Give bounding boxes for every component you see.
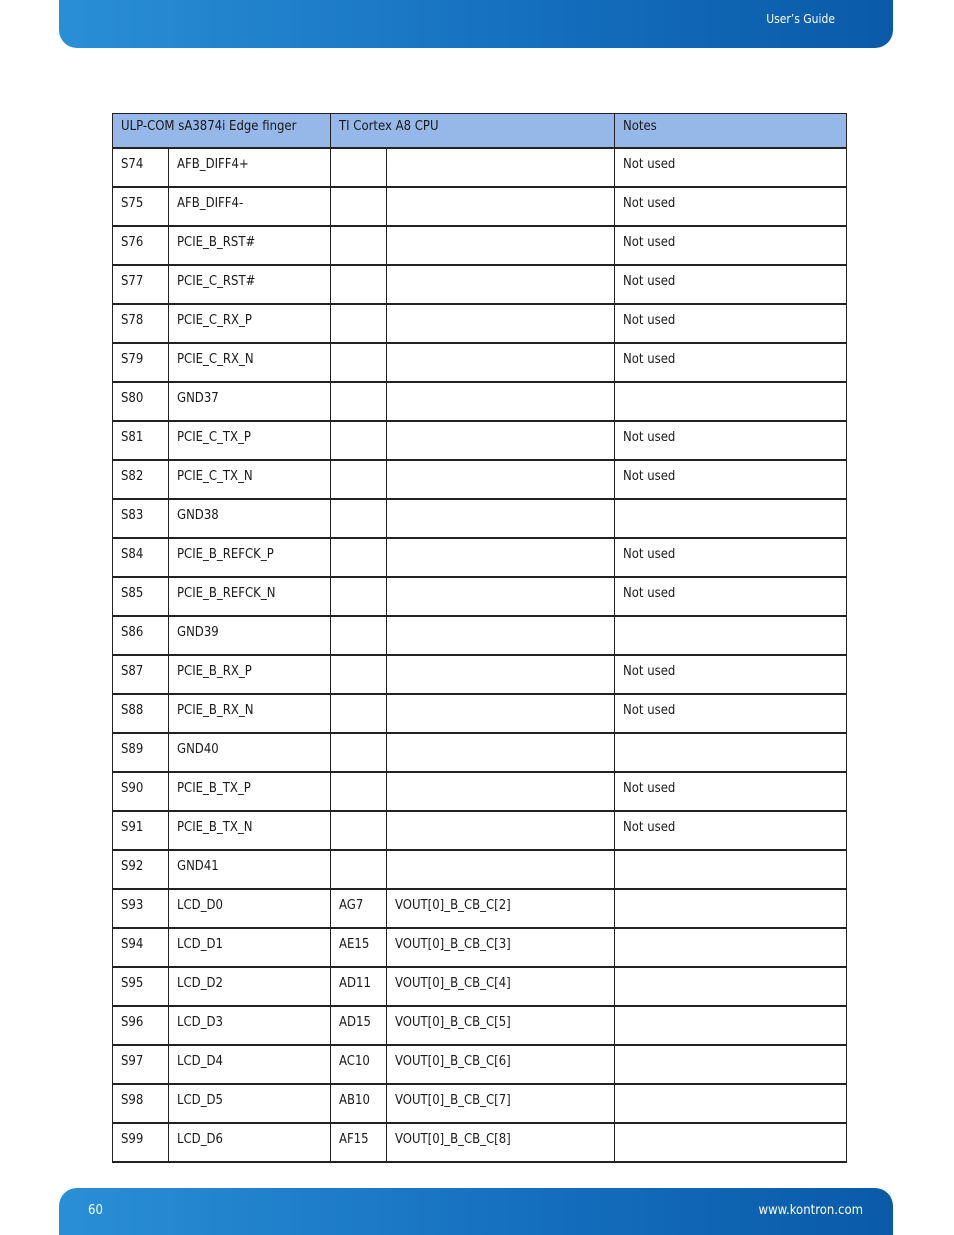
cell-cpu-signal: VOUT[0]_B_CB_C[8] xyxy=(387,1123,615,1162)
cell-notes: Not used xyxy=(615,148,847,187)
table-row xyxy=(113,772,847,811)
cell-cpu-signal xyxy=(387,772,615,811)
cell-signal: GND41 xyxy=(169,850,331,889)
cell-signal: PCIE_B_RX_N xyxy=(169,694,331,733)
cell-ball xyxy=(331,265,387,304)
cell-signal: PCIE_B_RST# xyxy=(169,226,331,265)
table-row xyxy=(113,616,847,655)
table-row xyxy=(113,577,847,616)
cell-ball: AG7 xyxy=(331,889,387,928)
cell-ball: AC10 xyxy=(331,1045,387,1084)
cell-pin: S76 xyxy=(113,226,169,265)
cell-cpu-signal: VOUT[0]_B_CB_C[5] xyxy=(387,1006,615,1045)
cell-ball: AE15 xyxy=(331,928,387,967)
cell-notes: Not used xyxy=(615,577,847,616)
cell-notes: Not used xyxy=(615,421,847,460)
table-row xyxy=(113,655,847,694)
cell-notes: Not used xyxy=(615,265,847,304)
cell-signal: LCD_D6 xyxy=(169,1123,331,1162)
cell-signal: PCIE_C_TX_N xyxy=(169,460,331,499)
cell-pin: S83 xyxy=(113,499,169,538)
document-title: User’s Guide xyxy=(766,12,835,26)
cell-pin: S79 xyxy=(113,343,169,382)
cell-notes xyxy=(615,928,847,967)
cell-signal: PCIE_B_TX_N xyxy=(169,811,331,850)
cell-ball xyxy=(331,538,387,577)
cell-cpu-signal: VOUT[0]_B_CB_C[2] xyxy=(387,889,615,928)
cell-pin: S91 xyxy=(113,811,169,850)
cell-notes xyxy=(615,499,847,538)
cell-signal: GND40 xyxy=(169,733,331,772)
header-notes: Notes xyxy=(615,114,847,149)
cell-signal: PCIE_C_RX_N xyxy=(169,343,331,382)
cell-signal: PCIE_B_REFCK_P xyxy=(169,538,331,577)
cell-cpu-signal xyxy=(387,226,615,265)
cell-pin: S96 xyxy=(113,1006,169,1045)
table-row xyxy=(113,1045,847,1084)
cell-cpu-signal xyxy=(387,733,615,772)
cell-ball xyxy=(331,304,387,343)
table-body xyxy=(113,148,847,1162)
cell-cpu-signal xyxy=(387,343,615,382)
cell-signal: GND38 xyxy=(169,499,331,538)
page-number: 60 xyxy=(88,1203,103,1218)
cell-cpu-signal xyxy=(387,538,615,577)
cell-notes xyxy=(615,889,847,928)
cell-ball: AF15 xyxy=(331,1123,387,1162)
cell-cpu-signal xyxy=(387,187,615,226)
cell-pin: S89 xyxy=(113,733,169,772)
cell-pin: S85 xyxy=(113,577,169,616)
cell-pin: S84 xyxy=(113,538,169,577)
table-row xyxy=(113,1084,847,1123)
cell-cpu-signal: VOUT[0]_B_CB_C[4] xyxy=(387,967,615,1006)
cell-notes: Not used xyxy=(615,694,847,733)
cell-ball xyxy=(331,382,387,421)
cell-ball xyxy=(331,772,387,811)
cell-pin: S90 xyxy=(113,772,169,811)
cell-cpu-signal xyxy=(387,694,615,733)
cell-ball xyxy=(331,655,387,694)
cell-ball xyxy=(331,577,387,616)
cell-ball xyxy=(331,421,387,460)
cell-signal: PCIE_C_TX_P xyxy=(169,421,331,460)
cell-pin: S88 xyxy=(113,694,169,733)
cell-notes: Not used xyxy=(615,655,847,694)
cell-cpu-signal xyxy=(387,616,615,655)
cell-pin: S81 xyxy=(113,421,169,460)
cell-cpu-signal xyxy=(387,460,615,499)
cell-cpu-signal xyxy=(387,577,615,616)
cell-signal: AFB_DIFF4- xyxy=(169,187,331,226)
cell-notes: Not used xyxy=(615,772,847,811)
cell-cpu-signal xyxy=(387,655,615,694)
table-row xyxy=(113,343,847,382)
header-cpu: TI Cortex A8 CPU xyxy=(331,114,615,149)
table-row xyxy=(113,928,847,967)
cell-ball: AD15 xyxy=(331,1006,387,1045)
cell-signal: LCD_D3 xyxy=(169,1006,331,1045)
cell-ball xyxy=(331,694,387,733)
page-header xyxy=(59,0,893,48)
cell-cpu-signal: VOUT[0]_B_CB_C[7] xyxy=(387,1084,615,1123)
cell-cpu-signal xyxy=(387,265,615,304)
cell-pin: S95 xyxy=(113,967,169,1006)
cell-ball xyxy=(331,460,387,499)
cell-pin: S80 xyxy=(113,382,169,421)
cell-notes: Not used xyxy=(615,187,847,226)
cell-ball xyxy=(331,499,387,538)
header-edge-finger: ULP-COM sA3874i Edge finger xyxy=(113,114,331,149)
cell-cpu-signal xyxy=(387,421,615,460)
cell-signal: GND37 xyxy=(169,382,331,421)
cell-ball: AD11 xyxy=(331,967,387,1006)
pin-assignment-table xyxy=(112,113,847,1163)
cell-notes xyxy=(615,967,847,1006)
cell-signal: LCD_D2 xyxy=(169,967,331,1006)
table-row xyxy=(113,811,847,850)
table-row xyxy=(113,889,847,928)
cell-notes: Not used xyxy=(615,343,847,382)
cell-pin: S87 xyxy=(113,655,169,694)
cell-notes xyxy=(615,733,847,772)
cell-pin: S74 xyxy=(113,148,169,187)
cell-signal: PCIE_C_RX_P xyxy=(169,304,331,343)
cell-ball xyxy=(331,343,387,382)
cell-pin: S92 xyxy=(113,850,169,889)
table-row xyxy=(113,733,847,772)
table-row xyxy=(113,1123,847,1162)
cell-ball xyxy=(331,850,387,889)
cell-cpu-signal: VOUT[0]_B_CB_C[6] xyxy=(387,1045,615,1084)
cell-notes xyxy=(615,616,847,655)
table-row xyxy=(113,1006,847,1045)
table-row xyxy=(113,694,847,733)
cell-ball xyxy=(331,733,387,772)
cell-pin: S77 xyxy=(113,265,169,304)
cell-signal: AFB_DIFF4+ xyxy=(169,148,331,187)
table-row xyxy=(113,460,847,499)
table-row xyxy=(113,187,847,226)
cell-ball xyxy=(331,148,387,187)
cell-cpu-signal xyxy=(387,811,615,850)
cell-ball xyxy=(331,187,387,226)
cell-pin: S94 xyxy=(113,928,169,967)
footer-url: www.kontron.com xyxy=(758,1203,863,1218)
cell-signal: PCIE_B_TX_P xyxy=(169,772,331,811)
table-row xyxy=(113,265,847,304)
cell-ball xyxy=(331,616,387,655)
cell-cpu-signal xyxy=(387,850,615,889)
cell-notes: Not used xyxy=(615,460,847,499)
cell-cpu-signal xyxy=(387,148,615,187)
cell-cpu-signal xyxy=(387,304,615,343)
cell-notes: Not used xyxy=(615,304,847,343)
cell-notes xyxy=(615,850,847,889)
cell-signal: LCD_D5 xyxy=(169,1084,331,1123)
cell-pin: S99 xyxy=(113,1123,169,1162)
cell-signal: LCD_D0 xyxy=(169,889,331,928)
cell-notes: Not used xyxy=(615,226,847,265)
cell-pin: S97 xyxy=(113,1045,169,1084)
page-footer xyxy=(59,1188,893,1235)
cell-cpu-signal: VOUT[0]_B_CB_C[3] xyxy=(387,928,615,967)
cell-signal: PCIE_B_REFCK_N xyxy=(169,577,331,616)
cell-cpu-signal xyxy=(387,382,615,421)
cell-pin: S93 xyxy=(113,889,169,928)
cell-notes xyxy=(615,1123,847,1162)
cell-signal: PCIE_B_RX_P xyxy=(169,655,331,694)
cell-ball xyxy=(331,811,387,850)
table-row xyxy=(113,538,847,577)
cell-pin: S86 xyxy=(113,616,169,655)
cell-notes: Not used xyxy=(615,811,847,850)
table-header-row xyxy=(113,114,847,149)
cell-notes xyxy=(615,1084,847,1123)
cell-signal: LCD_D1 xyxy=(169,928,331,967)
cell-pin: S82 xyxy=(113,460,169,499)
cell-signal: LCD_D4 xyxy=(169,1045,331,1084)
cell-cpu-signal xyxy=(387,499,615,538)
table-row xyxy=(113,967,847,1006)
table-row xyxy=(113,226,847,265)
cell-signal: PCIE_C_RST# xyxy=(169,265,331,304)
cell-ball: AB10 xyxy=(331,1084,387,1123)
table-row xyxy=(113,382,847,421)
cell-pin: S98 xyxy=(113,1084,169,1123)
cell-notes xyxy=(615,1045,847,1084)
cell-pin: S78 xyxy=(113,304,169,343)
table-row xyxy=(113,499,847,538)
cell-notes xyxy=(615,382,847,421)
cell-pin: S75 xyxy=(113,187,169,226)
cell-notes xyxy=(615,1006,847,1045)
table-row xyxy=(113,421,847,460)
cell-ball xyxy=(331,226,387,265)
table-row xyxy=(113,148,847,187)
table-row xyxy=(113,304,847,343)
cell-notes: Not used xyxy=(615,538,847,577)
table-row xyxy=(113,850,847,889)
cell-signal: GND39 xyxy=(169,616,331,655)
